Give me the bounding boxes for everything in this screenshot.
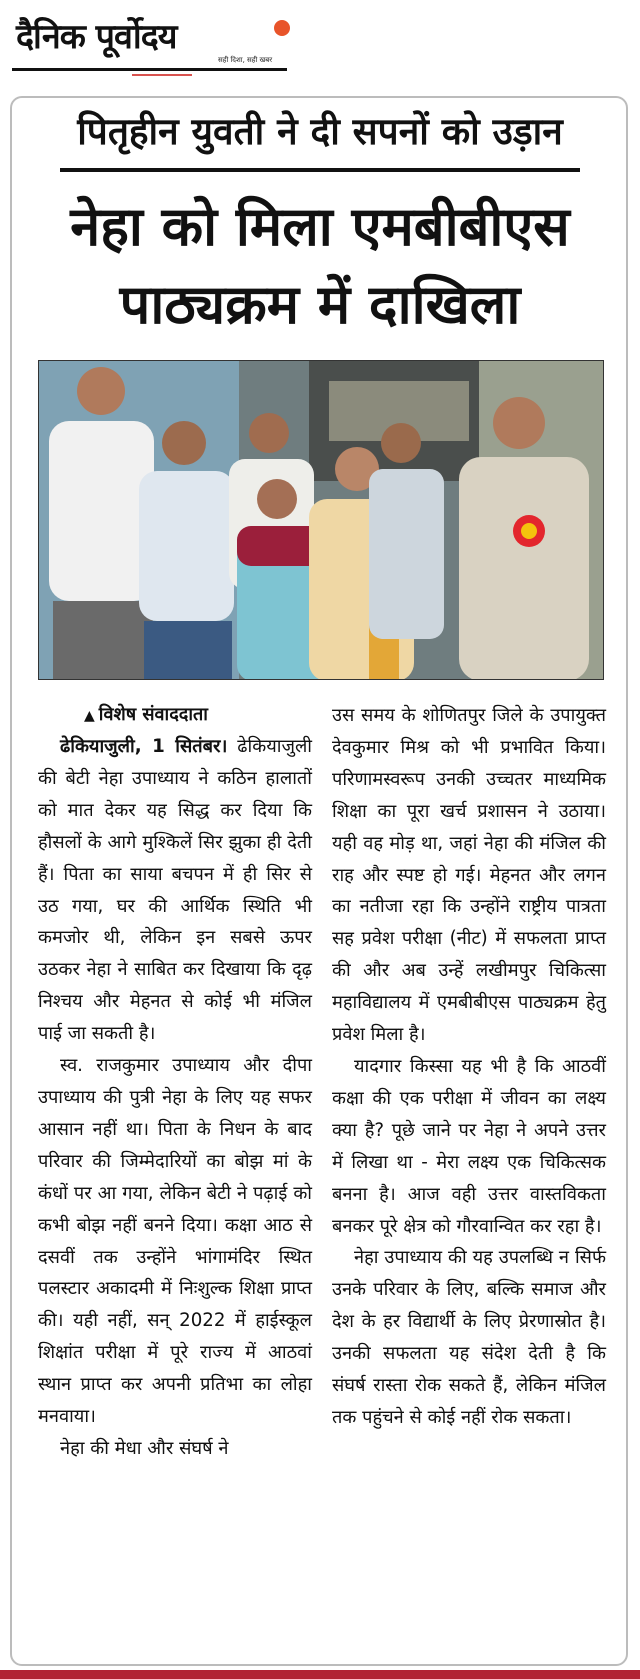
- masthead: [12, 8, 302, 70]
- article-paragraph: [38, 731, 312, 1050]
- article-headline: नेहा को मिला एमबीबीएस पाठ्यक्रम में दाखिला: [70, 195, 570, 336]
- dateline: ढेकियाजुली, 1 सितंबर।: [60, 736, 228, 757]
- article-paragraph: यादगार किस्सा यह भी है कि आठवीं कक्षा की एक परीक्षा में जीवन का लक्ष्य क्या है? पूछे जाने पर नेहा ने अपने उत्तर में लिखा था - मेरा लक्ष्य एक चिकित्सक बनना है। आज वही उत्तर वास्तविकता बनकर पूरे क्षेत्र को गौरवान्वित कर रहा है।: [332, 1055, 606, 1237]
- article-photo: [38, 360, 604, 680]
- newspaper-tagline: सही दिशा, सही खबर: [218, 56, 273, 64]
- newspaper-logo: दैनिक पूर्वोदय: [16, 17, 177, 57]
- byline-text: विशेष संवाददाता: [98, 704, 208, 725]
- byline-triangle-icon: ▲: [84, 708, 95, 724]
- article-paragraph: स्व. राजकुमार उपाध्याय और दीपा उपाध्याय की पुत्री नेहा के लिए यह सफर आसान नहीं था। पिता के निधन के बाद परिवार की जिम्मेदारियों का बोझ मां के कंधों पर आ गया, लेकिन बेटी ने पढ़ाई को कभी बोझ नहीं बनने दिया। कक्षा आठ से दसवीं तक उन्होंने भांगामंदिर स्थित पलस्टार अकादमी में निःशुल्क शिक्षा प्राप्त की। यही नहीं, सन् 2022 में हाईस्कूल शिक्षांत परीक्षा में पूरे राज्य में आठवां स्थान प्राप्त कर अपनी प्रतिभा का लोहा मनवाया।: [38, 1055, 312, 1428]
- group-photo-illustration: [39, 361, 604, 680]
- kicker-rule: [60, 168, 580, 172]
- byline: [38, 700, 312, 731]
- article-paragraph: नेहा उपाध्याय की यह उपलब्धि न सिर्फ उनके परिवार के लिए, बल्कि समाज और देश के हर विद्यार्थी के लिए प्रेरणास्रोत है। उनकी सफलता यह संदेश देती है कि संघर्ष रास्ता रोक सकते हैं, लेकिन मंजिल तक पहुंचने से कोई नहीं रोक सकता।: [332, 1247, 606, 1428]
- article-kicker: पितृहीन युवती ने दी सपनों को उड़ान: [77, 110, 563, 153]
- bottom-bar: [0, 1670, 640, 1679]
- article-column-right: [332, 700, 606, 1434]
- article-column-left: [38, 700, 312, 1465]
- article-paragraph: नेहा की मेधा और संघर्ष ने: [60, 1437, 229, 1459]
- masthead-subrule: [132, 74, 192, 76]
- article-paragraph: उस समय के शोणितपुर जिले के उपायुक्त देवकुमार मिश्र को भी प्रभावित किया। परिणामस्वरूप उनकी उच्चतर माध्यमिक शिक्षा का पूरा खर्च प्रशासन ने उठाया। यही वह मोड़ था, जहां नेहा की मंजिल की राह और स्पष्ट हो गई। मेहनत और लगन का नतीजा रहा कि उन्होंने राष्ट्रीय पात्रता सह प्रवेश परीक्षा (नीट) में सफलता प्राप्त की और अब उन्हें लखीमपुर चिकित्सा महाविद्यालय में एमबीबीएस पाठ्यक्रम हेतु प्रवेश मिला है।: [332, 705, 606, 1046]
- logo-sun-icon: [274, 20, 290, 36]
- paragraph-text: ढेकियाजुली की बेटी नेहा उपाध्याय ने कठिन हालातों को मात देकर यह सिद्ध कर दिया कि हौसलों के आगे मुश्किलें सिर झुका ही देती हैं। पिता का साया बचपन में ही सिर से उठ गया, घर की आर्थिक स्थिति भी कमजोर थी, लेकिन इन सबसे ऊपर उठकर नेहा ने साबित कर दिखाया कि दृढ़ निश्चय और मेहनत से कोई भी मंजिल पाई जा सकती है।: [38, 736, 312, 1045]
- masthead-rule: [12, 68, 287, 71]
